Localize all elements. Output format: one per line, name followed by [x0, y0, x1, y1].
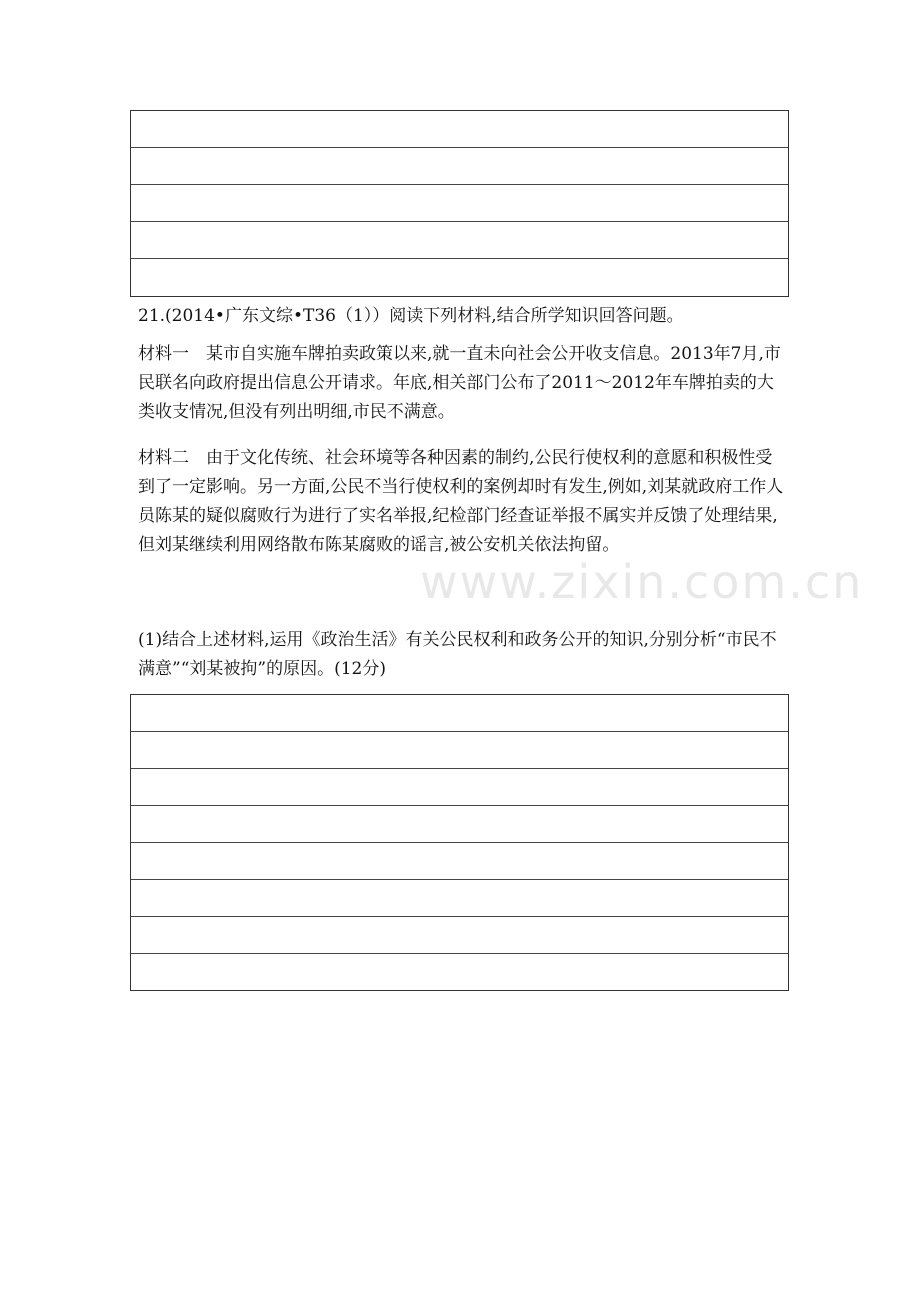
- answer-line[interactable]: [131, 843, 788, 880]
- answer-line[interactable]: [131, 185, 788, 222]
- answer-line[interactable]: [131, 880, 788, 917]
- answer-line[interactable]: [131, 917, 788, 954]
- answer-line[interactable]: [131, 806, 788, 843]
- watermark: www.zixin.com.cn: [420, 555, 864, 609]
- material-two: 材料二 由于文化传统、社会环境等各种因素的制约,公民行使权利的意愿和积极性受到了一定影响。另一方面,公民不当行使权利的案例却时有发生,例如,刘某就政府工作人员陈某的疑似腐败行为进行了实名举报,纪检部门经查证举报不属实并反馈了处理结果,但刘某继续利用网络散布陈某腐败的谣言,被公安机关依法拘留。: [138, 448, 784, 555]
- answer-box-bottom[interactable]: [130, 694, 789, 991]
- answer-box-top[interactable]: [130, 110, 789, 297]
- answer-line[interactable]: [131, 148, 788, 185]
- answer-line[interactable]: [131, 769, 788, 806]
- answer-line[interactable]: [131, 954, 788, 991]
- answer-line[interactable]: [131, 259, 788, 296]
- answer-line[interactable]: [131, 732, 788, 769]
- question-header: 21.(2014•广东文综•T36（1））阅读下列材料,结合所学知识回答问题。: [138, 306, 684, 326]
- answer-line[interactable]: [131, 695, 788, 732]
- answer-line[interactable]: [131, 222, 788, 259]
- sub-question-1: (1)结合上述材料,运用《政治生活》有关公民权利和政务公开的知识,分别分析“市民不满意”“刘某被拘”的原因。(12分): [138, 630, 777, 679]
- answer-line[interactable]: [131, 111, 788, 148]
- material-one: 材料一 某市自实施车牌拍卖政策以来,就一直未向社会公开收支信息。2013年7月,市民联名向政府提出信息公开请求。年底,相关部门公布了2011～2012年车牌拍卖的大类收支情况,但没有列出明细,市民不满意。: [138, 344, 781, 422]
